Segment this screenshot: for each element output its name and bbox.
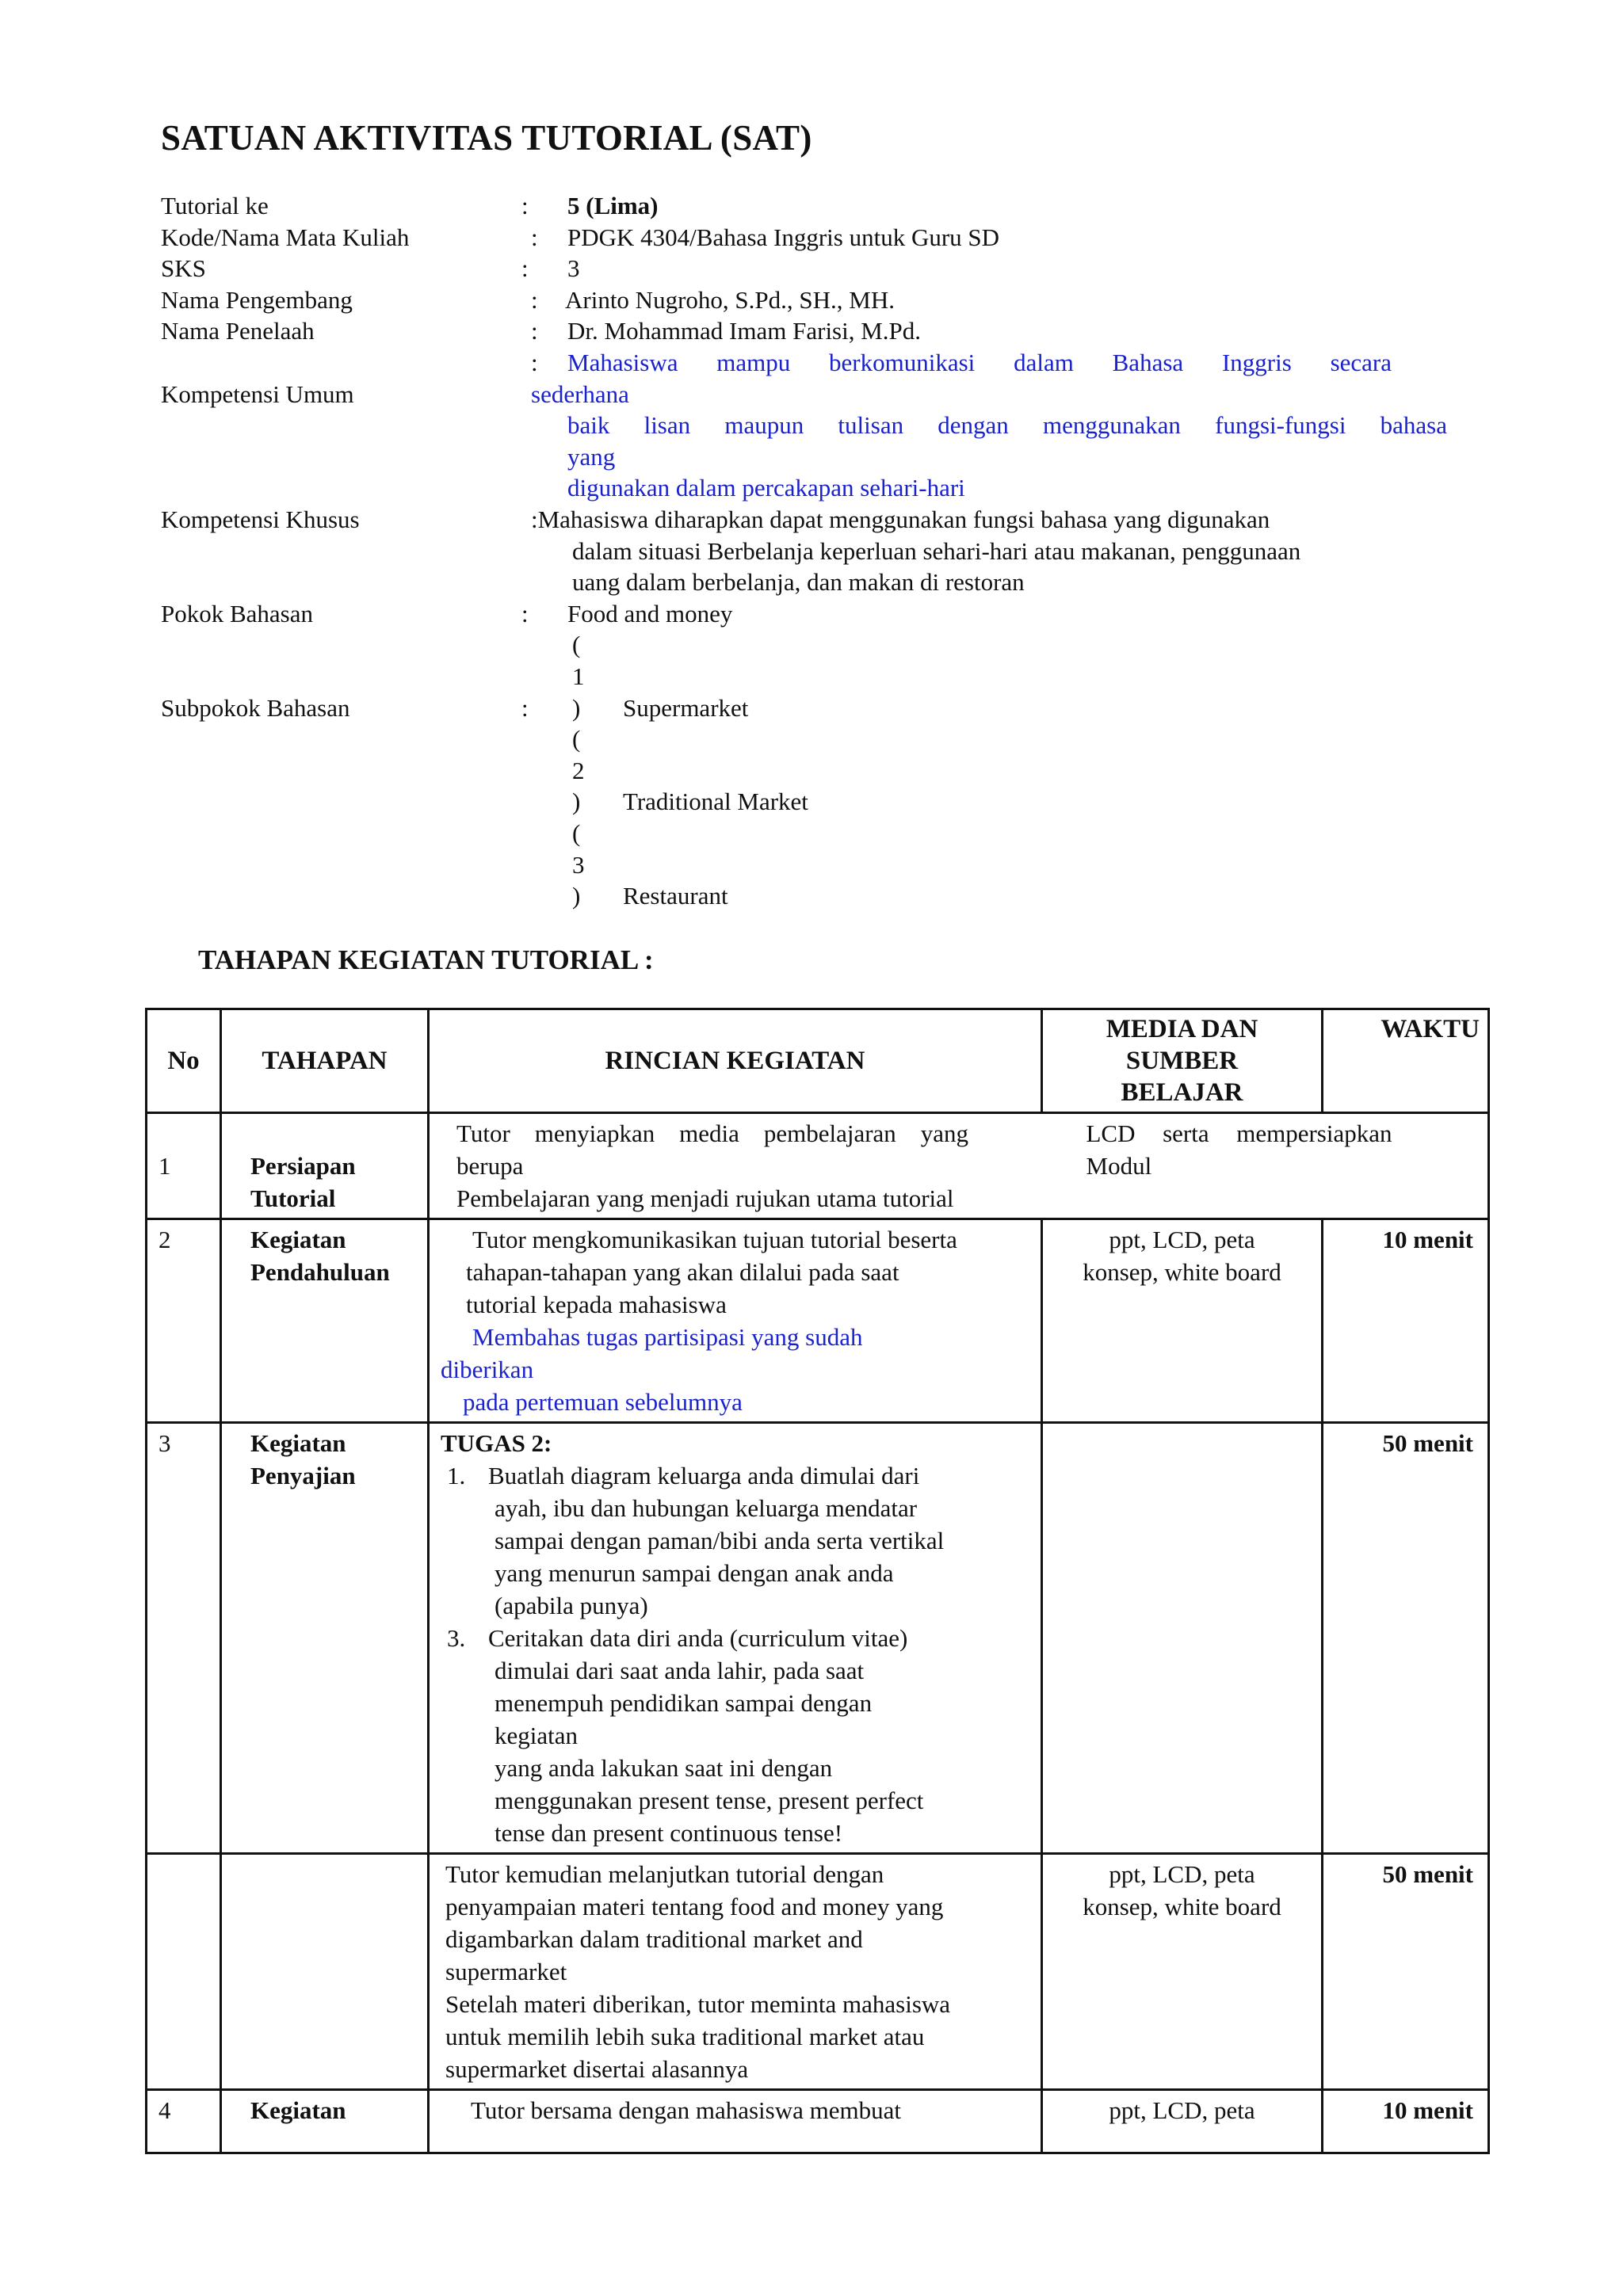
rincian-line: berupa bbox=[456, 1152, 524, 1180]
info-kompetensi-khusus bbox=[161, 504, 1397, 598]
list-number: 1. bbox=[447, 1462, 466, 1489]
list-line: Buatlah diagram keluarga anda dimulai dari bbox=[488, 1462, 920, 1489]
info-value: Dr. Mohammad Imam Farisi, M.Pd. bbox=[567, 317, 922, 345]
cell-no: 4 bbox=[147, 2090, 221, 2153]
header-media bbox=[1042, 1009, 1323, 1113]
cell-tahapan bbox=[221, 2090, 429, 2153]
cell-waktu: 10 menit bbox=[1323, 1219, 1489, 1423]
rincian-line: tahapan-tahapan yang akan dilalui pada saat bbox=[466, 1258, 899, 1286]
info-colon: : bbox=[521, 599, 529, 627]
tahapan-line: Pendahuluan bbox=[250, 1258, 390, 1286]
list-line: (apabila punya) bbox=[495, 1592, 648, 1619]
media-line: ppt, LCD, peta bbox=[1109, 1226, 1255, 1253]
media-line: LCD serta mempersiapkan bbox=[1086, 1119, 1392, 1147]
subpokok-number: 3 bbox=[572, 850, 585, 879]
list-line: yang anda lakukan saat ini dengan bbox=[495, 1754, 833, 1782]
cell-waktu: 10 menit bbox=[1323, 2090, 1489, 2153]
tahapan-line: Kegiatan bbox=[250, 1429, 346, 1457]
list-item bbox=[441, 1622, 1029, 1654]
info-label: Nama Pengembang bbox=[161, 285, 353, 314]
subpokok-close-paren: ) bbox=[572, 693, 581, 722]
list-line: menempuh pendidikan sampai dengan bbox=[495, 1689, 873, 1717]
subpokok-close-paren: ) bbox=[572, 788, 581, 816]
list-line: dimulai dari saat anda lahir, pada saat bbox=[495, 1657, 865, 1684]
cell-no bbox=[147, 1854, 221, 2090]
rincian-line: supermarket disertai alasannya bbox=[445, 2055, 749, 2083]
info-value: PDGK 4304/Bahasa Inggris untuk Guru SD bbox=[567, 223, 1000, 251]
cell-tahapan bbox=[221, 1854, 429, 2090]
list-line: ayah, ibu dan hubungan keluarga mendatar bbox=[495, 1494, 918, 1522]
rincian-line: penyampaian materi tentang food and money yang bbox=[445, 1893, 944, 1920]
header-no: No bbox=[147, 1009, 221, 1113]
rincian-line: Membahas tugas partisipasi yang sudah bbox=[472, 1323, 863, 1351]
kompetensi-khusus-line: uang dalam berbelanja, dan makan di restoran bbox=[572, 568, 1025, 597]
tutorial-table-wrap bbox=[145, 1008, 1487, 2124]
header-rincian: RINCIAN KEGIATAN bbox=[429, 1009, 1042, 1113]
kompetensi-khusus-line: :Mahasiswa diharapkan dapat menggunakan fungsi bahasa yang digunakan bbox=[531, 505, 1270, 533]
info-label: Tutorial ke bbox=[161, 192, 269, 219]
table-row bbox=[147, 1219, 1489, 1423]
info-colon: : bbox=[531, 348, 538, 376]
media-line: konsep, white board bbox=[1083, 1258, 1281, 1286]
info-kompetensi-umum bbox=[161, 347, 1447, 504]
header-media-line: BELAJAR bbox=[1121, 1078, 1243, 1107]
cell-tahapan bbox=[221, 1423, 429, 1854]
subpokok-item: Traditional Market bbox=[623, 788, 808, 816]
subpokok-open-paren: ( bbox=[572, 818, 581, 847]
rincian-line: untuk memilih lebih suka traditional market atau bbox=[445, 2023, 925, 2050]
kompetensi-umum-line: Mahasiswa mampu berkomunikasi dalam Bahasa Inggris secara bbox=[567, 348, 1392, 376]
subpokok-open-paren: ( bbox=[572, 631, 581, 659]
tahapan-line: Persiapan bbox=[250, 1152, 356, 1180]
tugas-title: TUGAS 2: bbox=[441, 1429, 552, 1457]
cell-media bbox=[1042, 1423, 1323, 1854]
rincian-line: Tutor bersama dengan mahasiswa membuat bbox=[471, 2096, 901, 2124]
list-number: 3. bbox=[447, 1624, 466, 1652]
info-colon: : bbox=[531, 285, 538, 314]
info-penelaah bbox=[161, 315, 1397, 347]
info-pokok-bahasan bbox=[161, 598, 1397, 630]
rincian-line: Pembelajaran yang menjadi rujukan utama tutorial bbox=[456, 1184, 954, 1212]
kompetensi-umum-line: digunakan dalam percakapan sehari-hari bbox=[567, 474, 965, 502]
cell-no: 2 bbox=[147, 1219, 221, 1423]
header-media-line: SUMBER bbox=[1125, 1047, 1239, 1075]
tahapan-line: Tutorial bbox=[250, 1184, 336, 1212]
media-line: konsep, white board bbox=[1083, 1893, 1281, 1920]
subpokok-number: 1 bbox=[572, 662, 585, 690]
header-waktu: WAKTU bbox=[1323, 1009, 1489, 1113]
media-line: ppt, LCD, peta bbox=[1109, 2096, 1255, 2124]
subpokok-number: 2 bbox=[572, 756, 585, 784]
rincian-line: Tutor mengkomunikasikan tujuan tutorial beserta bbox=[472, 1226, 957, 1253]
list-line: tense dan present continuous tense! bbox=[495, 1819, 843, 1847]
cell-no: 3 bbox=[147, 1423, 221, 1854]
rincian-line: Tutor kemudian melanjutkan tutorial dengan bbox=[445, 1860, 884, 1888]
cell-tahapan bbox=[221, 1219, 429, 1423]
rincian-line: diberikan bbox=[441, 1356, 534, 1383]
cell-rincian bbox=[429, 2090, 1042, 2153]
table-row bbox=[147, 1423, 1489, 1854]
list-line: menggunakan present tense, present perfect bbox=[495, 1787, 924, 1814]
info-label: SKS bbox=[161, 254, 206, 283]
header-media-line: MEDIA DAN bbox=[1106, 1015, 1258, 1043]
subpokok-item: Supermarket bbox=[623, 693, 749, 722]
document-title: SATUAN AKTIVITAS TUTORIAL (SAT) bbox=[161, 118, 812, 158]
info-pengembang bbox=[161, 284, 1397, 316]
info-subpokok-bahasan bbox=[161, 629, 1397, 911]
rincian-line: pada pertemuan sebelumnya bbox=[463, 1388, 743, 1416]
table-row bbox=[147, 1113, 1489, 1219]
info-kode bbox=[161, 222, 1397, 254]
subpokok-item: Restaurant bbox=[623, 882, 728, 910]
list-line: sampai dengan paman/bibi anda serta vertikal bbox=[495, 1527, 945, 1554]
list-item bbox=[441, 1459, 1029, 1492]
list-line: Ceritakan data diri anda (curriculum vitae) bbox=[488, 1624, 908, 1652]
tutorial-table bbox=[145, 1008, 1490, 2154]
info-value: 3 bbox=[567, 254, 580, 283]
info-label: Subpokok Bahasan bbox=[161, 693, 350, 722]
table-row bbox=[147, 2090, 1489, 2153]
info-label: Pokok Bahasan bbox=[161, 599, 314, 627]
rincian-line: supermarket bbox=[445, 1958, 567, 1985]
rincian-line: Tutor menyiapkan media pembelajaran yang bbox=[456, 1119, 968, 1147]
info-label: Kode/Nama Mata Kuliah bbox=[161, 223, 410, 251]
cell-media bbox=[1042, 1219, 1323, 1423]
cell-no: 1 bbox=[147, 1113, 221, 1219]
media-line: ppt, LCD, peta bbox=[1109, 1860, 1255, 1888]
info-value: 5 (Lima) bbox=[567, 192, 659, 219]
cell-media bbox=[1042, 2090, 1323, 2153]
kompetensi-khusus-line: dalam situasi Berbelanja keperluan sehari-hari atau makanan, penggunaan bbox=[572, 536, 1301, 565]
cell-media bbox=[1042, 1854, 1323, 2090]
info-colon: : bbox=[521, 254, 529, 283]
cell-media bbox=[1042, 1113, 1489, 1219]
rincian-line: tutorial kepada mahasiswa bbox=[466, 1291, 727, 1318]
info-colon: : bbox=[521, 693, 529, 722]
cell-rincian bbox=[429, 1219, 1042, 1423]
info-value: Arinto Nugroho, S.Pd., SH., MH. bbox=[565, 285, 895, 314]
rincian-line: digambarkan dalam traditional market and bbox=[445, 1925, 863, 1953]
subpokok-open-paren: ( bbox=[572, 725, 581, 753]
info-colon: : bbox=[521, 192, 529, 219]
info-label: Kompetensi Umum bbox=[161, 379, 354, 408]
list-line: kegiatan bbox=[495, 1722, 579, 1749]
tahapan-line: Penyajian bbox=[250, 1462, 356, 1489]
info-colon: : bbox=[531, 223, 538, 251]
kompetensi-umum-line: yang bbox=[567, 442, 616, 471]
cell-rincian bbox=[429, 1423, 1042, 1854]
cell-rincian bbox=[429, 1854, 1042, 2090]
cell-waktu: 50 menit bbox=[1323, 1854, 1489, 2090]
list-line: yang menurun sampai dengan anak anda bbox=[495, 1559, 894, 1587]
info-colon: : bbox=[531, 317, 538, 345]
rincian-line: Setelah materi diberikan, tutor meminta mahasiswa bbox=[445, 1990, 951, 2018]
cell-rincian bbox=[429, 1113, 1042, 1219]
tahapan-line: Kegiatan bbox=[250, 2096, 346, 2124]
info-label: Kompetensi Khusus bbox=[161, 505, 360, 533]
subpokok-close-paren: ) bbox=[572, 882, 581, 910]
info-sks bbox=[161, 253, 1397, 284]
kompetensi-umum-line: baik lisan maupun tulisan dengan menggunakan fungsi-fungsi bahasa bbox=[567, 411, 1447, 440]
info-value: Food and money bbox=[567, 599, 733, 627]
tahapan-line: Kegiatan bbox=[250, 1226, 346, 1253]
info-block bbox=[161, 190, 1447, 911]
info-label: Nama Penelaah bbox=[161, 317, 315, 345]
cell-tahapan bbox=[221, 1113, 429, 1219]
cell-waktu: 50 menit bbox=[1323, 1423, 1489, 1854]
kompetensi-umum-line: sederhana bbox=[531, 379, 629, 408]
header-tahapan: TAHAPAN bbox=[221, 1009, 429, 1113]
table-row bbox=[147, 1854, 1489, 2090]
table-header-row bbox=[147, 1009, 1489, 1113]
section-title: TAHAPAN KEGIATAN TUTORIAL : bbox=[198, 944, 654, 975]
info-tutorial-ke bbox=[161, 190, 1397, 222]
media-line: Modul bbox=[1086, 1152, 1152, 1180]
